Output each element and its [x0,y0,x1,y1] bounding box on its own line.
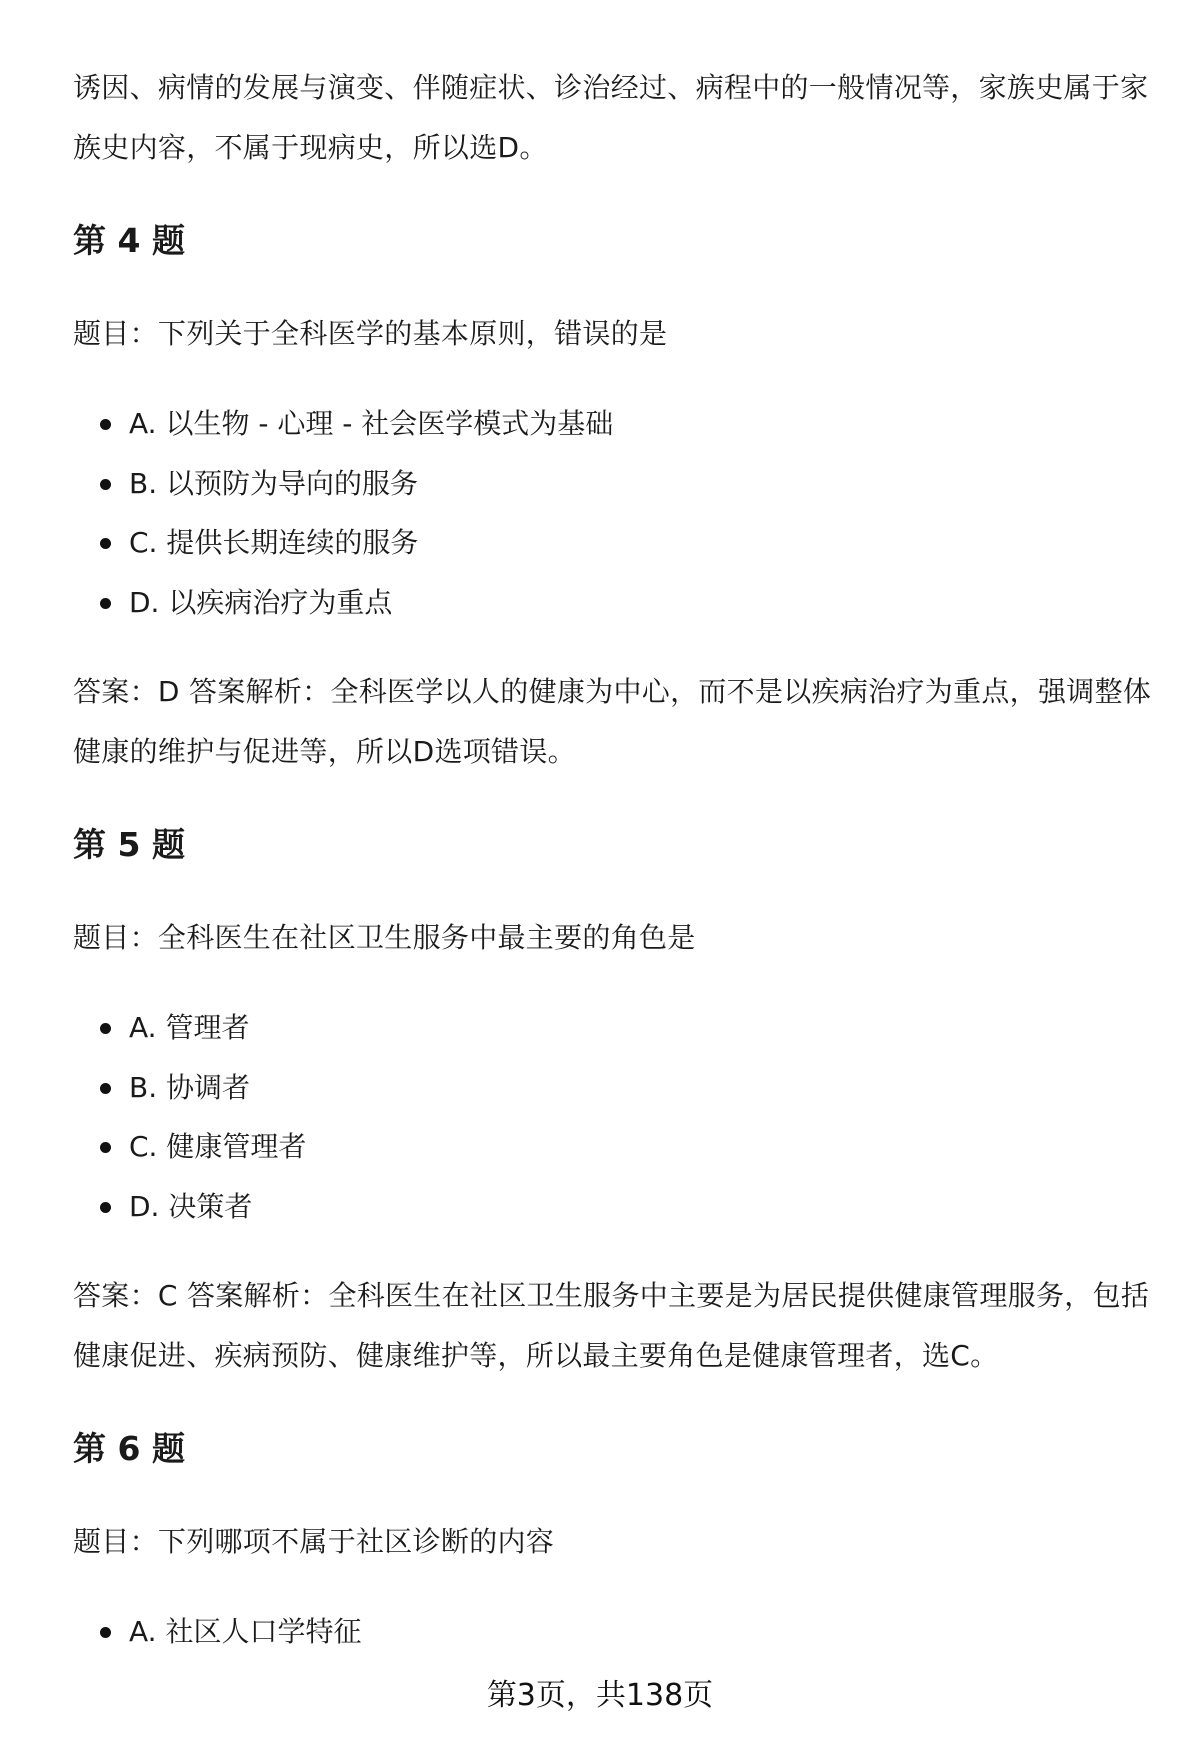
bullet-icon [100,479,111,490]
question-6-stem: 题目：下列哪项不属于社区诊断的内容 [73,1525,555,1558]
option-item [73,513,1153,573]
question-6 [73,1424,1153,1662]
option-item [73,454,1153,514]
option-text: A. 社区人口学特征 [129,1615,362,1648]
option-text: A. 以生物 - 心理 - 社会医学模式为基础 [129,407,614,440]
question-5-title: 第 5 题 [73,825,185,864]
question-5-answer: 答案：C 答案解析：全科医生在社区卫生服务中主要是为居民提供健康管理服务，包括健康促进、疾病预防、健康维护等，所以最主要角色是健康管理者，选C。 [73,1279,1150,1372]
question-5 [73,820,1153,1386]
question-4-stem: 题目：下列关于全科医学的基本原则，错误的是 [73,317,668,350]
option-item [73,1117,1153,1177]
question-4-answer: 答案：D 答案解析：全科医学以人的健康为中心，而不是以疾病治疗为重点，强调整体健康的维护与促进等，所以D选项错误。 [73,675,1152,768]
document-page [73,58,1153,1692]
bullet-icon [100,538,111,549]
question-6-options [73,1602,1153,1662]
question-4-options [73,394,1153,632]
option-item [73,394,1153,454]
option-text: B. 以预防为导向的服务 [129,466,419,500]
bullet-icon [100,1083,111,1094]
question-5-options [73,998,1153,1236]
option-text: D. 以疾病治疗为重点 [129,585,393,619]
page-footer: 第3页，共138页 [486,1678,714,1713]
option-item [73,1602,1153,1662]
option-item [73,1177,1153,1237]
option-text: B. 协调者 [129,1070,251,1104]
option-item [73,1058,1153,1118]
bullet-icon [100,1023,111,1034]
bullet-icon [100,598,111,609]
option-text: A. 管理者 [129,1011,250,1044]
option-item [73,998,1153,1058]
bullet-icon [100,1202,111,1213]
question-5-stem: 题目：全科医生在社区卫生服务中最主要的角色是 [73,921,696,954]
intro-paragraph: 诱因、病情的发展与演变、伴随症状、诊治经过、病程中的一般情况等，家族史属于家族史内容，不属于现病史，所以选D。 [73,71,1149,164]
bullet-icon [100,419,111,430]
question-4-title: 第 4 题 [73,221,185,260]
option-text: C. 健康管理者 [129,1130,307,1163]
option-text: D. 决策者 [129,1189,253,1223]
bullet-icon [100,1142,111,1153]
option-text: C. 提供长期连续的服务 [129,526,419,559]
question-6-title: 第 6 题 [73,1429,185,1468]
bullet-icon [100,1627,111,1638]
question-4 [73,216,1153,782]
option-item [73,573,1153,633]
